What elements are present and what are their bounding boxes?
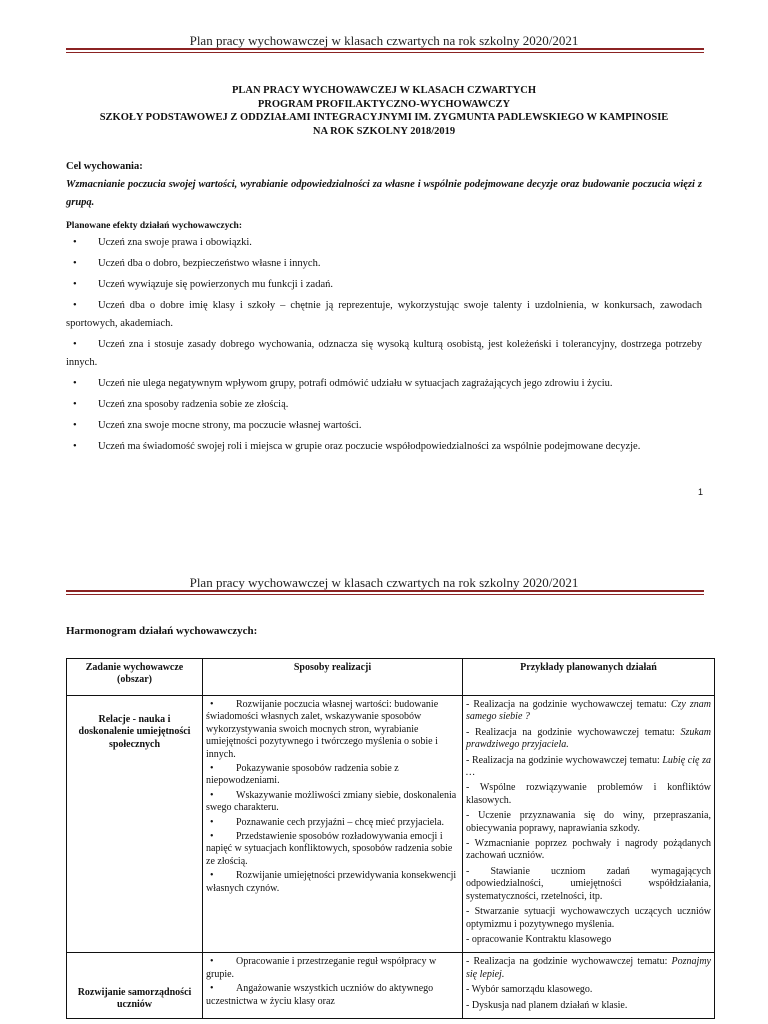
bullet: •	[210, 816, 214, 828]
example-text: - Uczenie przyznawania się do winy, przepraszania, obiecywania poprawy, naprawiania szkody.	[466, 810, 711, 834]
method-text: Angażowanie wszystkich uczniów do aktywnego uczestnictwa w życiu klasy oraz	[206, 983, 434, 1007]
method-text: Pokazywanie sposobów radzenia sobie z niepowodzeniami.	[206, 763, 399, 787]
example-item	[466, 906, 711, 931]
method-item	[206, 956, 459, 981]
bullet: •	[210, 763, 214, 775]
example-item	[466, 838, 711, 863]
list-item	[66, 438, 702, 456]
header-cell-area: Zadanie wychowawcze (obszar)	[67, 659, 203, 696]
list-item-text: Uczeń zna i stosuje zasady dobrego wychowania, odznacza się wysoką kulturą osobistą, jest koleżeński i tolerancyjny, dostrzega potrzeby innych.	[66, 339, 702, 368]
example-text: - Wybór samorządu klasowego.	[466, 984, 593, 996]
bullet: •	[210, 956, 214, 968]
bullet: •	[210, 699, 214, 710]
area-cell: Rozwijanie samorządności uczniów	[67, 953, 203, 1019]
page-number: 1	[698, 487, 704, 497]
header-cell-examples: Przykłady planowanych działań	[463, 659, 715, 696]
table-row	[67, 953, 715, 1019]
effects-label: Planowane efekty działań wychowawczych:	[66, 221, 242, 231]
header-rule	[66, 48, 704, 53]
bullet: •	[73, 441, 77, 452]
example-text: - Realizacja na godzinie wychowawczej tematu:	[466, 754, 663, 766]
method-item	[206, 817, 459, 829]
example-item	[466, 1000, 711, 1012]
list-item	[66, 276, 702, 294]
title-line: PLAN PRACY WYCHOWAWCZEJ W KLASACH CZWARTYCH	[231, 85, 537, 96]
list-item-text: Uczeń zna swoje mocne strony, ma poczucie własnej wartości.	[98, 420, 362, 431]
bullet: •	[73, 258, 77, 269]
list-item	[66, 234, 702, 252]
example-text: - Realizacja na godzinie wychowawczej tematu:	[466, 956, 672, 968]
table-header-row	[67, 659, 715, 696]
example-item	[466, 699, 711, 724]
example-text: - Stwarzanie sytuacji wychowawczych uczących uczniów optymizmu i pozytywnego myślenia.	[466, 906, 711, 930]
bullet: •	[73, 300, 77, 311]
bullet: •	[210, 870, 214, 882]
bullet: •	[73, 279, 77, 290]
list-item	[66, 336, 702, 372]
bullet: •	[73, 420, 77, 431]
goal-label: Cel wychowania:	[66, 161, 143, 172]
list-item-text: Uczeń dba o dobro, bezpieczeństwo własne i innych.	[98, 258, 321, 269]
methods-cell	[203, 953, 463, 1019]
method-text: Rozwijanie umiejętności przewidywania konsekwencji własnych czynów.	[206, 870, 457, 894]
running-header: Plan pracy wychowawczej w klasach czwartych na rok szkolny 2020/2021	[189, 575, 579, 590]
example-text: - Wspólne rozwiązywanie problemów i konfliktów klasowych.	[466, 782, 711, 806]
method-text: Przedstawienie sposobów rozładowywania emocji i napięć w sytuacjach konfliktowych, sposobów radzenia sobie ze złością.	[206, 831, 453, 867]
list-item-text: Uczeń zna swoje prawa i obowiązki.	[98, 237, 252, 248]
area-cell: Relacje - nauka i doskonalenie umiejętności społecznych	[67, 696, 203, 953]
methods-cell	[203, 696, 463, 953]
list-item-text: Uczeń zna sposoby radzenia sobie ze złością.	[98, 399, 289, 410]
method-text: Opracowanie i przestrzeganie reguł współpracy w grupie.	[206, 956, 437, 980]
method-text: Rozwijanie poczucia własnej wartości: budowanie świadomości własnych zalet, wskazywanie sposobów wykorzystywania swoich mocnych stron, wyrabianie umiejętności pozytywnego i twórczego myślenia o sobie i innych.	[206, 699, 439, 760]
example-item	[466, 810, 711, 835]
method-item	[206, 790, 459, 815]
bullet: •	[73, 399, 77, 410]
table-row	[67, 696, 715, 953]
running-header: Plan pracy wychowawczej w klasach czwartych na rok szkolny 2020/2021	[189, 33, 579, 48]
bullet: •	[73, 339, 77, 350]
list-item-text: Uczeń wywiązuje się powierzonych mu funkcji i zadań.	[98, 279, 333, 290]
example-item	[466, 956, 711, 981]
list-item-text: Uczeń dba o dobre imię klasy i szkoły – chętnie ją reprezentuje, wykorzystując swoje talenty i uzdolnienia, w konkursach, zawodach sportowych, akademiach.	[66, 300, 702, 329]
example-item	[466, 934, 711, 946]
example-item	[466, 755, 711, 780]
title-line: PROGRAM PROFILAKTYCZNO-WYCHOWAWCZY	[257, 98, 511, 110]
title-line: NA ROK SZKOLNY 2018/2019	[312, 125, 456, 137]
list-item	[66, 417, 702, 435]
schedule-table	[66, 658, 715, 1019]
list-item	[66, 297, 702, 333]
example-text: - Realizacja na godzinie wychowawczej tematu:	[466, 726, 681, 738]
bullet: •	[210, 789, 214, 801]
example-item	[466, 782, 711, 807]
example-item	[466, 866, 711, 903]
example-item	[466, 984, 711, 996]
example-text: - opracowanie Kontraktu klasowego	[466, 933, 612, 945]
example-text: - Stawianie uczniom zadań wymagających odpowiedzialności, umiejętności współdziałania, systematyczności, rzetelności, itp.	[466, 865, 711, 902]
bullet: •	[210, 831, 214, 843]
example-text: - Wzmacnianie poprzez pochwały i nagrody pożądanych zachowań uczniów.	[466, 838, 711, 862]
method-item	[206, 983, 459, 1008]
examples-cell	[463, 696, 715, 953]
goal-text: Wzmacnianie poczucia swojej wartości, wyrabianie odpowiedzialności za własne i wspólnie podejmowane decyzje oraz budowanie poczucia więzi z grupą.	[66, 179, 702, 208]
schedule-label: Harmonogram działań wychowawczych:	[66, 625, 258, 637]
examples-cell	[463, 953, 715, 1019]
title-line: SZKOŁY PODSTAWOWEJ Z ODDZIAŁAMI INTEGRACYJNYMI IM. ZYGMUNTA PADLEWSKIEGO W KAMPINOSIE	[99, 112, 669, 123]
method-item	[206, 763, 459, 788]
list-item-text: Uczeń ma świadomość swojej roli i miejsca w grupie oraz poczucie współodpowiedzialności za wspólnie podejmowane decyzje.	[98, 441, 641, 452]
example-italic: Poznajmy się lepiej.	[466, 956, 711, 980]
method-item	[206, 699, 459, 761]
list-item-text: Uczeń nie ulega negatywnym wpływom grupy, potrafi odmówić udziału w sytuacjach zagrażających jego zdrowiu i życiu.	[98, 378, 613, 389]
method-item	[206, 831, 459, 868]
bullet: •	[73, 378, 77, 389]
example-text: - Dyskusja nad planem działań w klasie.	[466, 999, 628, 1011]
example-text: - Realizacja na godzinie wychowawczej tematu:	[466, 699, 671, 710]
example-italic: Lubię cię za …	[466, 754, 712, 779]
example-item	[466, 727, 711, 752]
document-title	[66, 84, 702, 138]
bullet: •	[73, 237, 77, 248]
effects-list	[66, 234, 702, 459]
list-item	[66, 396, 702, 414]
header-rule	[66, 590, 704, 595]
method-text: Wskazywanie możliwości zmiany siebie, doskonalenia swego charakteru.	[206, 789, 457, 814]
list-item	[66, 375, 702, 393]
example-italic: Czy znam samego siebie ?	[466, 699, 711, 723]
method-item	[206, 870, 459, 895]
bullet: •	[210, 983, 214, 995]
header-cell-methods: Sposoby realizacji	[203, 659, 463, 696]
example-italic: Szukam prawdziwego przyjaciela.	[466, 726, 711, 751]
list-item	[66, 255, 702, 273]
method-text: Poznawanie cech przyjaźni – chcę mieć przyjaciela.	[236, 816, 444, 828]
